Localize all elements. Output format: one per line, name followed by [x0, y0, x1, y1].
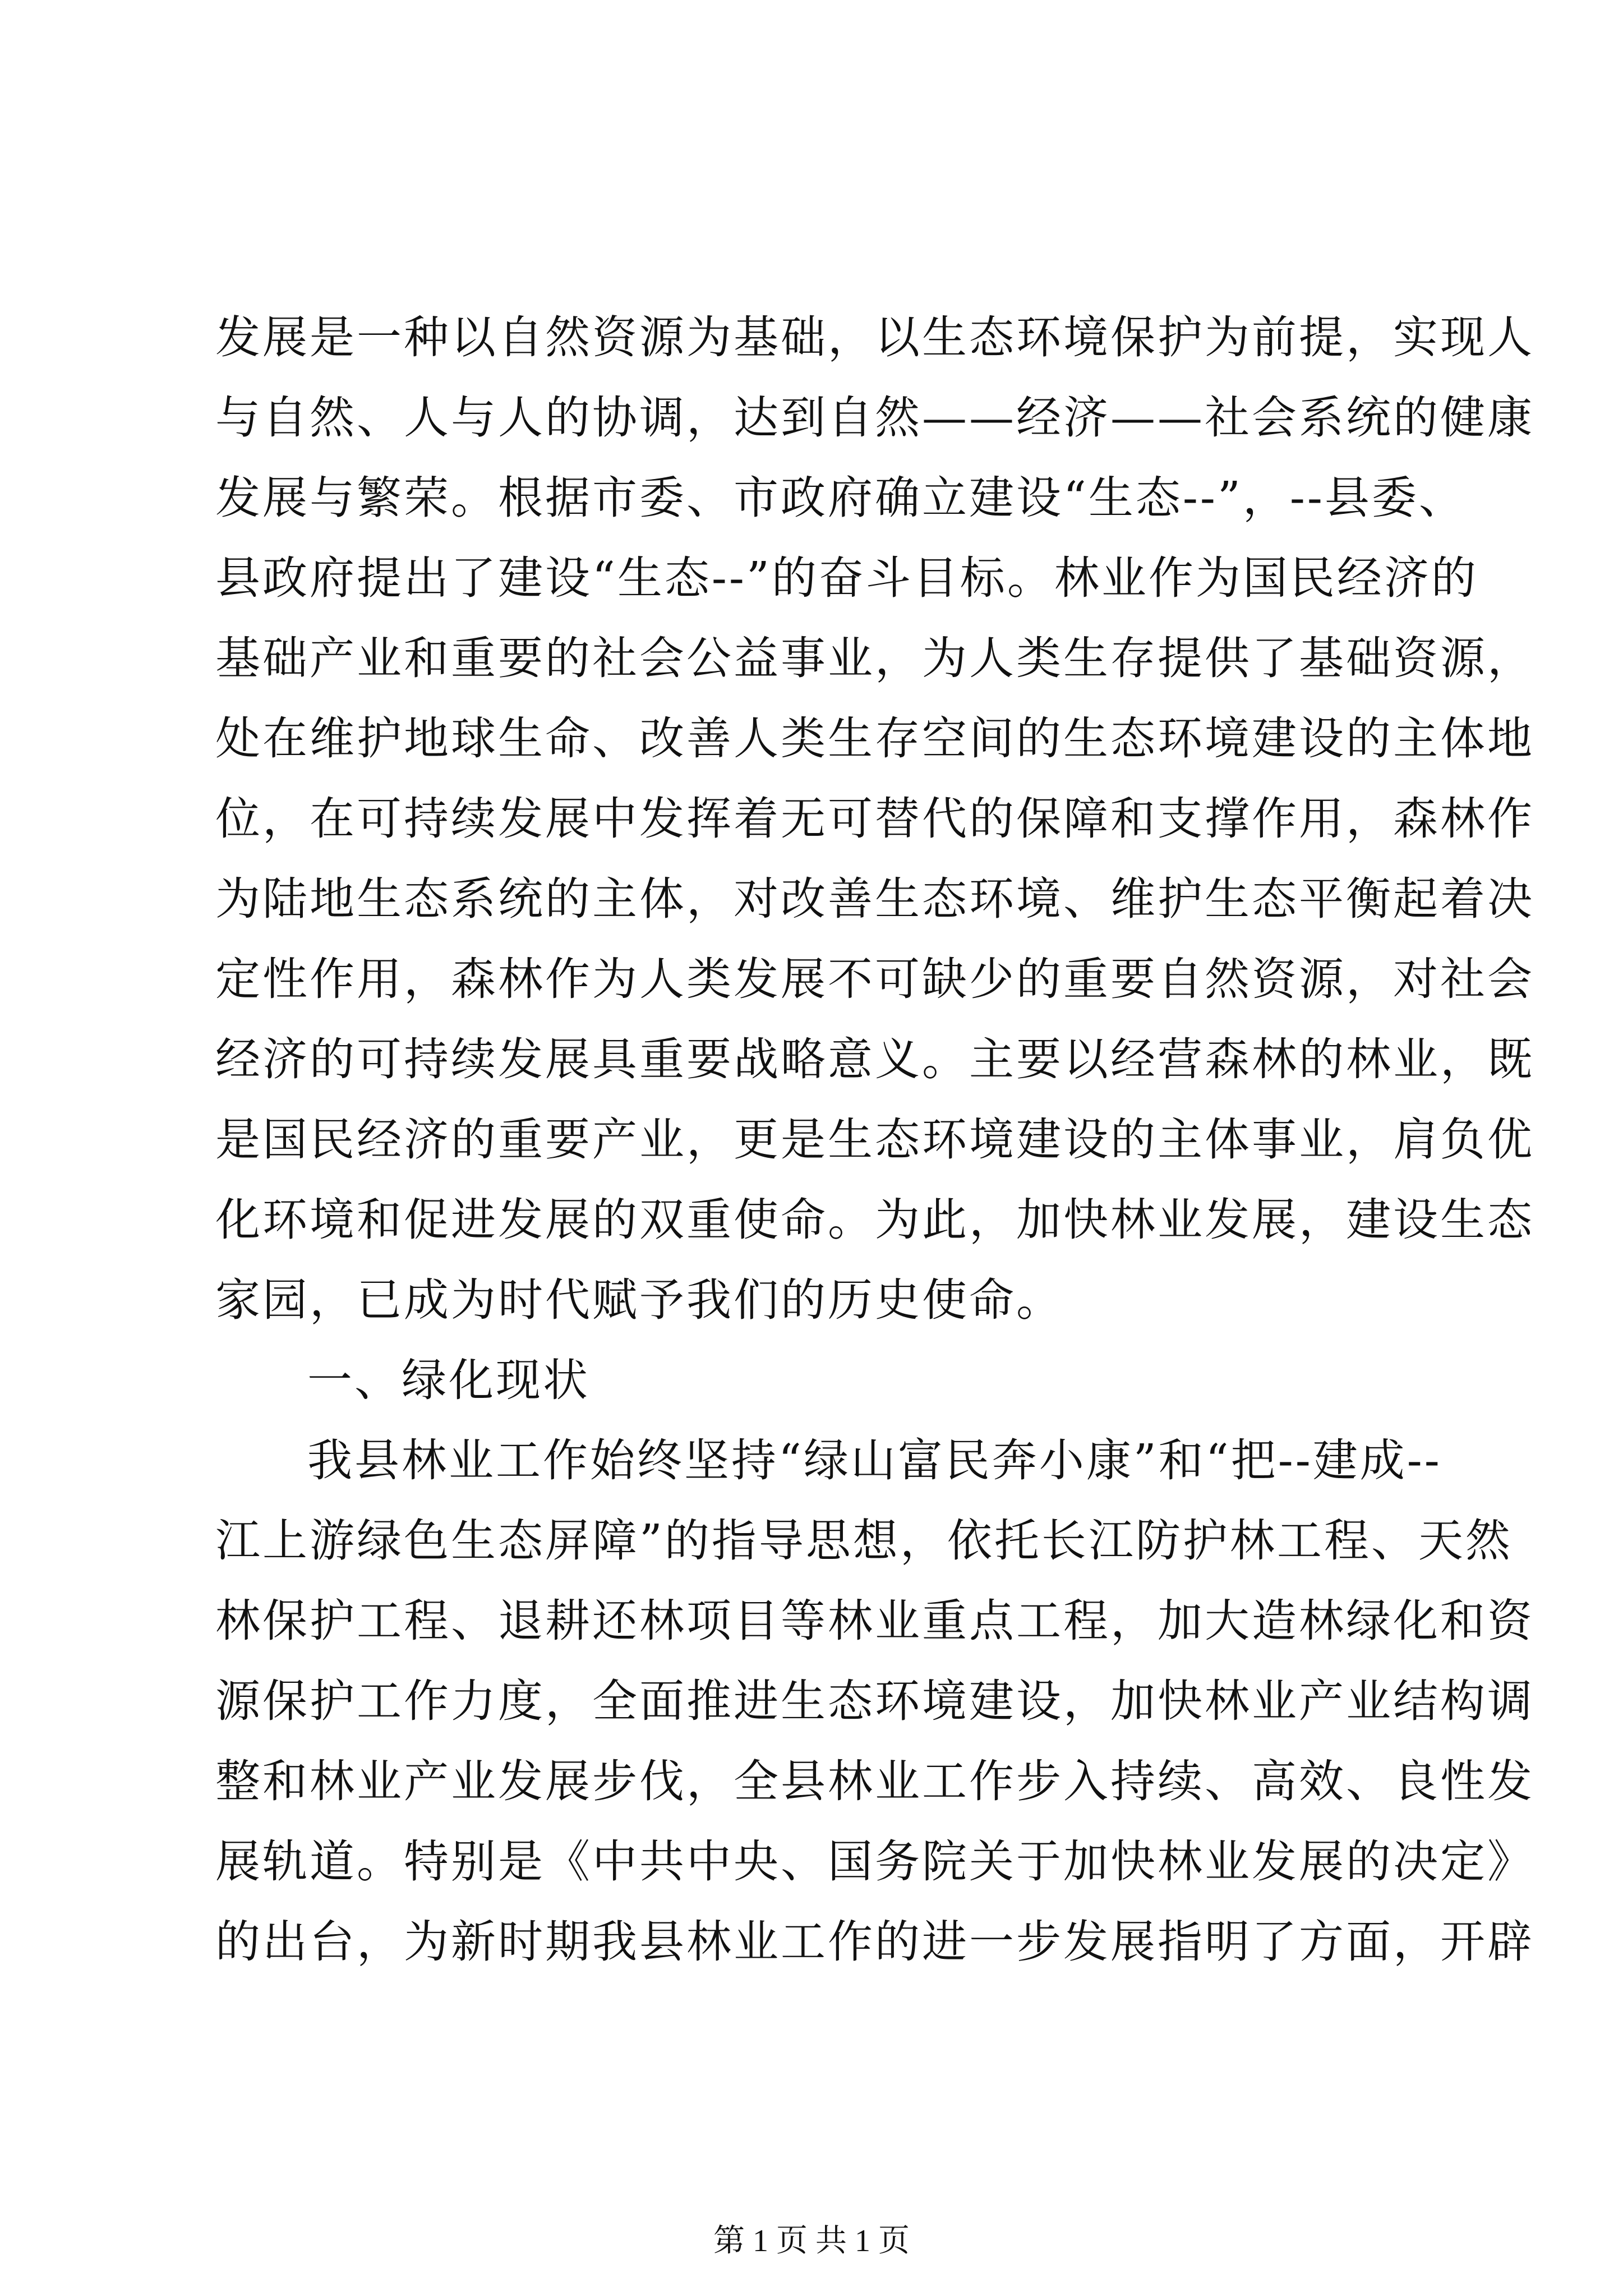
text-line: 发展与繁荣。根据市委、市政府确立建设“生态--”，--县委、 [215, 472, 1466, 524]
text-line: 家园，已成为时代赋予我们的历史使命。 [215, 1274, 1063, 1326]
page-footer: 第 1 页 共 1 页 [713, 2224, 910, 2258]
text-line: 经济的可持续发展具重要战略意义。主要以经营森林的林业，既 [215, 1033, 1534, 1085]
text-line: 发展是一种以自然资源为基础，以生态环境保护为前提，实现人 [215, 311, 1534, 364]
text-line: 定性作用，森林作为人类发展不可缺少的重要自然资源，对社会 [215, 953, 1534, 1005]
text-line: 化环境和促进发展的双重使命。为此，加快林业发展，建设生态 [215, 1194, 1534, 1246]
section-heading: 一、绿化现状 [307, 1354, 590, 1406]
text-line: 的出台，为新时期我县林业工作的进一步发展指明了方面，开辟 [215, 1916, 1534, 1968]
text-line: 位，在可持续发展中发挥着无可替代的保障和支撑作用，森林作 [215, 793, 1534, 845]
text-line: 基础产业和重要的社会公益事业，为人类生存提供了基础资源， [215, 632, 1534, 684]
text-line: 林保护工程、退耕还林项目等林业重点工程，加大造林绿化和资 [215, 1595, 1534, 1647]
text-line: 展轨道。特别是《中共中央、国务院关于加快林业发展的决定》 [215, 1835, 1534, 1888]
text-line: 为陆地生态系统的主体，对改善生态环境、维护生态平衡起着决 [215, 873, 1534, 925]
text-line: 与自然、人与人的协调，达到自然——经济——社会系统的健康 [215, 392, 1534, 444]
text-line: 是国民经济的重要产业，更是生态环境建设的主体事业，肩负优 [215, 1114, 1534, 1166]
text-line: 我县林业工作始终坚持“绿山富民奔小康”和“把--建成-- [307, 1434, 1442, 1487]
text-line: 源保护工作力度，全面推进生态环境建设，加快林业产业结构调 [215, 1675, 1534, 1727]
text-line: 江上游绿色生态屏障”的指导思想，依托长江防护林工程、天然 [215, 1515, 1513, 1567]
text-line: 县政府提出了建设“生态--”的奋斗目标。林业作为国民经济的 [215, 552, 1478, 604]
body-text [215, 297, 1534, 1982]
text-line: 处在维护地球生命、改善人类生存空间的生态环境建设的主体地 [215, 712, 1534, 765]
text-line: 整和林业产业发展步伐，全县林业工作步入持续、高效、良性发 [215, 1755, 1534, 1807]
